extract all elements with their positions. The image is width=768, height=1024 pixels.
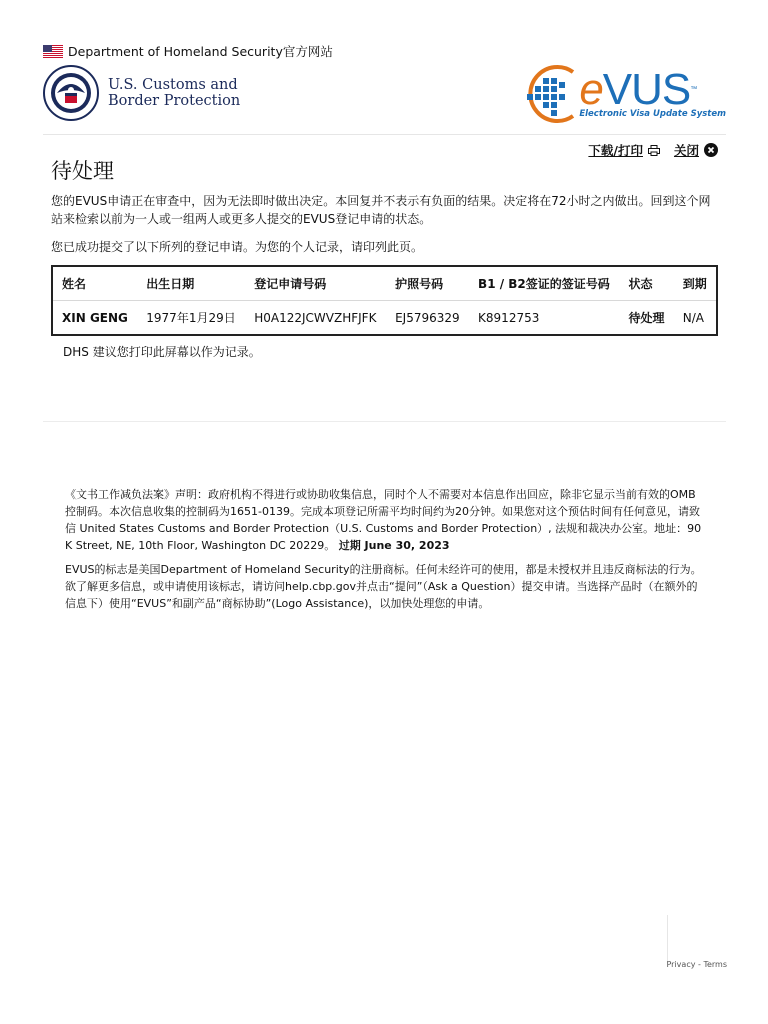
cell-dob: 1977年1月29日	[146, 311, 236, 325]
close-circle-icon[interactable]	[704, 143, 718, 157]
print-link[interactable]: 下载/打印	[588, 143, 643, 158]
site-header	[43, 62, 726, 135]
column-header-visa-number: B1 / B2签证的签证号码	[469, 266, 619, 301]
column-header-status: 状态	[619, 266, 673, 301]
table-row	[52, 301, 717, 336]
cell-visa-number: K8912753	[478, 310, 540, 325]
cell-passport-number: EJ5796329	[395, 310, 460, 325]
privacy-link[interactable]: Privacy	[666, 960, 696, 969]
recaptcha-links	[666, 960, 727, 969]
recaptcha-badge	[667, 915, 728, 963]
evus-wordmark: eVUS™	[579, 64, 697, 114]
column-header-name: 姓名	[52, 266, 137, 301]
submission-confirmation: 您已成功提交了以下所列的登记申请。为您的个人记录，请印列此页。	[51, 240, 424, 254]
section-divider	[43, 421, 726, 422]
print-recommendation: DHS 建议您打印此屏幕以作为记录。	[63, 345, 261, 359]
page-actions	[588, 141, 718, 159]
column-header-passport-number: 护照号码	[386, 266, 469, 301]
paperwork-text: 《文书工作减负法案》声明：政府机构不得进行或协助收集信息，同时个人不需要对本信息作出回应，除非它显示当前有效的OMB控制码。本次信息收集的控制码为1651-0139。完成本项登记所需平均时间约为20分钟。如果您对这个预估时间有任何意见，请致信 United States Customs and Border Protection（U.S. Customs and Border Protection）, 法规和裁决办公室。地址：90 K Street, NE, 10th Floor, Washington DC 20229。	[65, 488, 702, 552]
evus-tagline: Electronic Visa Update System	[579, 108, 726, 119]
link-separator: -	[695, 960, 704, 969]
application-table	[51, 265, 718, 336]
column-header-application-number: 登记申请号码	[245, 266, 386, 301]
cbp-name-line2: Border Protection	[108, 93, 241, 109]
column-header-expiry: 到期	[674, 266, 717, 301]
terms-link[interactable]: Terms	[703, 960, 727, 969]
printer-icon[interactable]	[648, 145, 660, 156]
us-flag-icon	[43, 45, 63, 58]
cell-expiry: N/A	[682, 310, 704, 325]
expiration-date: 过期 June 30, 2023	[338, 539, 450, 552]
official-site-banner	[43, 42, 333, 60]
close-link[interactable]: 关闭	[673, 143, 699, 158]
evus-logo[interactable]	[527, 64, 726, 124]
dhs-seal-icon	[43, 65, 99, 121]
cell-application-number: H0A122JCWVZHFJFK	[254, 310, 377, 325]
cell-name: XIN GENG	[62, 310, 128, 325]
table-header-row	[52, 266, 717, 301]
cbp-logo[interactable]	[43, 65, 240, 121]
cbp-name-line1: U.S. Customs and	[108, 77, 238, 93]
column-header-dob: 出生日期	[137, 266, 245, 301]
status-explanation: 您的EVUS申请正在审查中，因为无法即时做出决定。本回复并不表示有负面的结果。决定将在72小时之内做出。回到这个网站来检索以前为一人或一组两人或更多人提交的EVUS登记申请的状态。	[51, 194, 711, 226]
page-title: 待处理	[51, 159, 114, 183]
trademark-notice: EVUS的标志是美国Department of Homeland Security的注册商标。任何未经许可的使用，都是未授权并且违反商标法的行为。欲了解更多信息，或申请使用该标志，请访问help.cbp.gov并点击“提问”（Ask a Question）提交申请。当选择产品时（在额外的信息下）使用“EVUS”和副产品“商标协助”(Logo Assistance)，以加快处理您的申请。	[65, 563, 702, 610]
cell-status: 待处理	[628, 311, 665, 325]
official-site-text: Department of Homeland Security官方网站	[68, 44, 333, 59]
paperwork-reduction-notice	[65, 486, 705, 554]
evus-globe-icon	[527, 64, 579, 124]
